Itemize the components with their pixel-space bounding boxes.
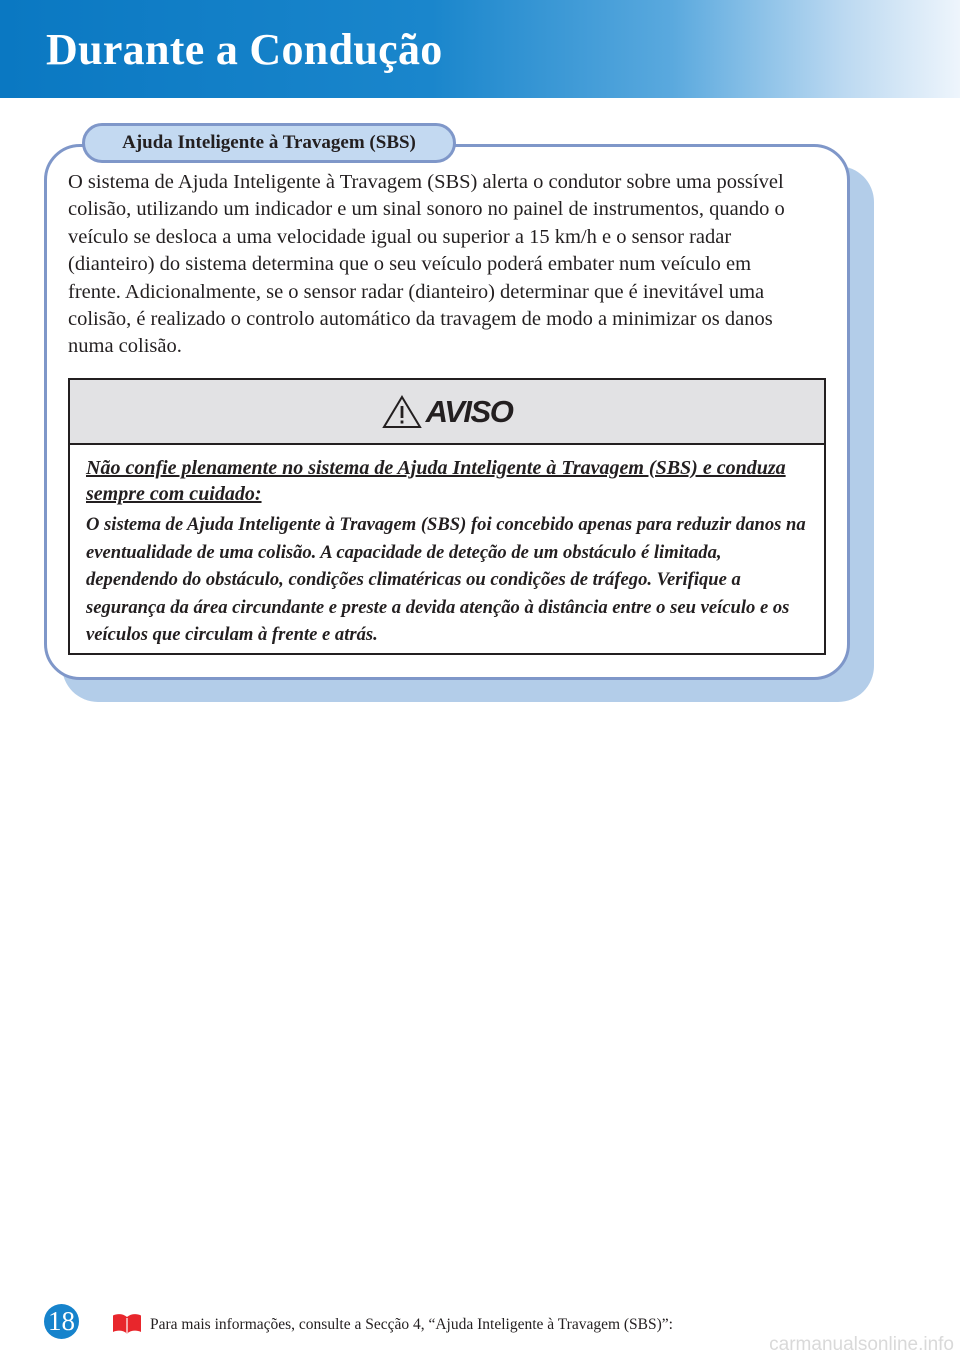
- warning-lead-text: Não confie plenamente no sistema de Ajuda Inteligente à Travagem (SBS) e conduza sempre com cuidado:: [86, 457, 786, 505]
- section-tab-label: Ajuda Inteligente à Travagem (SBS): [82, 123, 456, 163]
- footer-reference-link[interactable]: Para mais informações, consulte a Secção 4, “Ajuda Inteligente à Travagem (SBS)”:: [150, 1316, 673, 1333]
- warning-box: [68, 378, 826, 655]
- page-number-badge: 18: [44, 1304, 79, 1339]
- warning-triangle-icon: [382, 395, 422, 429]
- book-icon: [112, 1312, 142, 1336]
- warning-header: [70, 380, 824, 445]
- warning-body: [70, 445, 824, 649]
- page-title: Durante a Condução: [46, 25, 443, 74]
- warning-title: AVISO: [425, 393, 513, 429]
- warning-detail-text: O sistema de Ajuda Inteligente à Travagem (SBS) foi concebido apenas para reduzir danos na eventualidade de uma colisão. A capacidade de deteção de um obstáculo é limitada, dependendo do obstáculo, condições climatéricas ou condições de tráfego. Verifique a segurança da área circundante e preste a devida atenção à distância entre o seu veículo e os veículos que circulam à frente e atrás.: [86, 514, 806, 646]
- watermark-text: carmanualsonline.info: [769, 1334, 954, 1355]
- section-body-text: O sistema de Ajuda Inteligente à Travagem (SBS) alerta o condutor sobre uma possível colisão, utilizando um indicador e um sinal sonoro no painel de instrumentos, quando o veículo se desloca a uma velocidade igual ou superior a 15 km/h e o sensor radar (dianteiro) do sistema determina que o seu veículo poderá embater num veículo em frente. Adicionalmente, se o sensor radar (dianteiro) determinar que é inevitável uma colisão, é realizado o controlo automático da travagem de modo a minimizar os danos numa colisão.: [68, 171, 785, 358]
- page-header: [0, 0, 960, 98]
